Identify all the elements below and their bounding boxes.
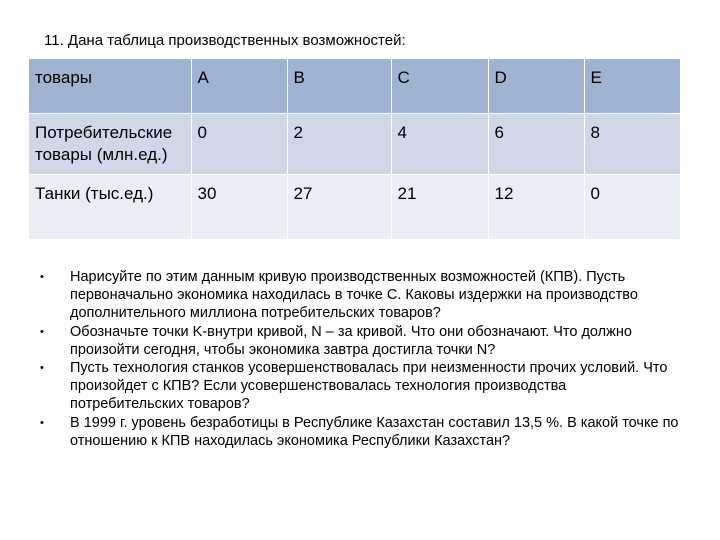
table-cell: 0 bbox=[191, 114, 287, 175]
task-text: Нарисуйте по этим данным кривую производственных возможностей (КПВ). Пусть первоначально экономика находилась в точке С. Каковы издержки на производство дополнительного миллиона потребительских товаров? bbox=[70, 269, 638, 322]
header-cell: E bbox=[584, 59, 680, 114]
header-cell: товары bbox=[29, 59, 191, 114]
task-text: В 1999 г. уровень безработицы в Республике Казахстан составил 13,5 %. В какой точке по отношению к КПВ находилась экономика Республики Казахстан? bbox=[70, 414, 679, 449]
table-cell: 8 bbox=[584, 114, 680, 175]
header-cell: C bbox=[391, 59, 488, 114]
list-item bbox=[40, 414, 680, 450]
bullet-icon: • bbox=[40, 362, 44, 375]
list-item bbox=[40, 359, 680, 414]
list-item bbox=[40, 268, 680, 323]
list-item bbox=[40, 323, 680, 359]
row-label: Потребительские товары (млн.ед.) bbox=[29, 114, 191, 175]
task-text: Пусть технология станков усовершенствовалась при неизменности прочих условий. Что произойдет с КПВ? Если усовершенствовалась технология производства потребительских товаров? bbox=[70, 360, 668, 413]
header-cell: A bbox=[191, 59, 287, 114]
table-cell: 6 bbox=[488, 114, 584, 175]
table-cell: 30 bbox=[191, 175, 287, 240]
table-row bbox=[29, 114, 680, 175]
table-header-row bbox=[29, 59, 680, 114]
table-cell: 4 bbox=[391, 114, 488, 175]
task-title: 11. Дана таблица производственных возможностей: bbox=[44, 32, 406, 49]
row-label: Танки (тыс.ед.) bbox=[29, 175, 191, 240]
bullet-icon: • bbox=[40, 416, 44, 429]
task-list bbox=[40, 268, 680, 450]
table-cell: 2 bbox=[287, 114, 391, 175]
table-cell: 27 bbox=[287, 175, 391, 240]
header-cell: D bbox=[488, 59, 584, 114]
bullet-icon: • bbox=[40, 325, 44, 338]
table-cell: 12 bbox=[488, 175, 584, 240]
production-possibilities-table bbox=[29, 59, 680, 239]
bullet-icon: • bbox=[40, 271, 44, 283]
header-cell: B bbox=[287, 59, 391, 114]
task-text: Обозначьте точки K-внутри кривой, N – за кривой. Что они обозначают. Что должно произойти сегодня, чтобы экономика завтра достигла точки N? bbox=[70, 323, 632, 358]
table-cell: 21 bbox=[391, 175, 488, 240]
table-cell: 0 bbox=[584, 175, 680, 240]
table-row bbox=[29, 175, 680, 240]
